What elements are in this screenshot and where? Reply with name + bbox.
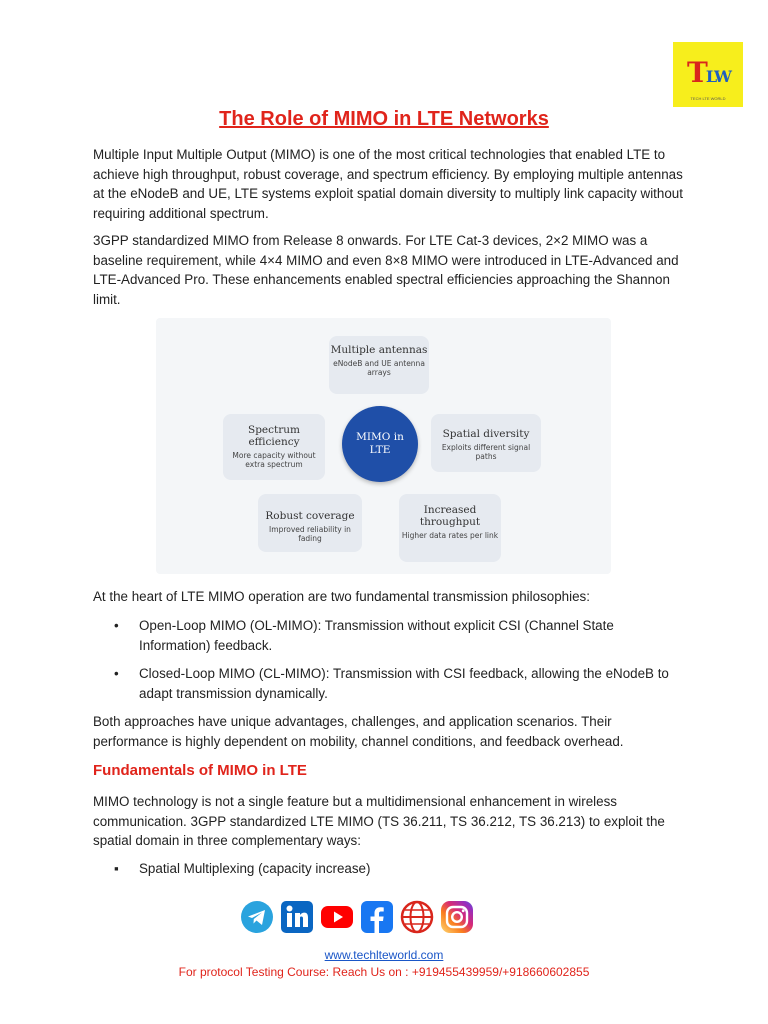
logo-mark: TLW [687, 56, 730, 89]
list-item: • Closed-Loop MIMO (CL-MIMO): Transmission with CSI feedback, allowing the eNodeB to adapt transmission dynamically. [93, 664, 673, 703]
philosophies-intro: At the heart of LTE MIMO operation are two fundamental transmission philosophies: [93, 589, 590, 604]
contact-info: For protocol Testing Course: Reach Us on : +919455439959/+918660602855 [178, 965, 590, 979]
diagram-center-node: MIMO in LTE [342, 406, 418, 482]
release-paragraph: 3GPP standardized MIMO from Release 8 onwards. For LTE Cat-3 devices, 2×2 MIMO was a baseline requirement, while 4×4 MIMO and even 8×8 MIMO were introduced in LTE-Advanced and LTE-Advanced Pro. These enhancements enabled spectral efficiencies approaching the Shannon limit. [93, 233, 679, 307]
list-item: ▪ Spatial Multiplexing (capacity increase) [93, 859, 673, 879]
telegram-icon[interactable] [240, 900, 274, 934]
facebook-icon[interactable] [360, 900, 394, 934]
section-heading: Fundamentals of MIMO in LTE [93, 762, 307, 779]
social-icons [240, 900, 474, 934]
website-icon[interactable] [400, 900, 434, 934]
logo-tagline: TECH LTE WORLD [690, 96, 726, 101]
instagram-icon[interactable] [440, 900, 474, 934]
node-increased-throughput: Increased throughput Higher data rates per link [399, 494, 501, 562]
ways-list [93, 859, 673, 879]
intro-paragraph: Multiple Input Multiple Output (MIMO) is one of the most critical technologies that enabled LTE to achieve high throughput, robust coverage, and spectrum efficiency. By employing multiple antennas at the eNodeB and UE, LTE systems exploit spatial domain diversity to multiply link capacity without requiring additional spectrum. [93, 147, 683, 221]
approaches-paragraph: Both approaches have unique advantages, challenges, and application scenarios. Their performance is highly dependent on mobility, channel conditions, and feedback overhead. [93, 714, 624, 749]
node-spectrum-efficiency: Spectrum efficiency More capacity without extra spectrum [223, 414, 325, 480]
node-multiple-antennas: Multiple antennas eNodeB and UE antenna arrays [329, 336, 429, 394]
brand-logo [673, 42, 743, 107]
philosophies-list [93, 616, 673, 703]
node-robust-coverage: Robust coverage Improved reliability in fading [258, 494, 362, 552]
page-title: The Role of MIMO in LTE Networks [219, 108, 549, 130]
node-spatial-diversity: Spatial diversity Exploits different signal paths [431, 414, 541, 472]
list-item: • Open-Loop MIMO (OL-MIMO): Transmission without explicit CSI (Channel State Information) feedback. [93, 616, 673, 655]
mimo-diagram [156, 318, 611, 574]
linkedin-icon[interactable] [280, 900, 314, 934]
website-link[interactable]: www.techlteworld.com [324, 948, 444, 962]
fundamentals-paragraph: MIMO technology is not a single feature but a multidimensional enhancement in wireless communication. 3GPP standardized LTE MIMO (TS 36.211, TS 36.212, TS 36.213) to exploit the spatial domain in three complementary ways: [93, 794, 665, 848]
youtube-icon[interactable] [320, 900, 354, 934]
